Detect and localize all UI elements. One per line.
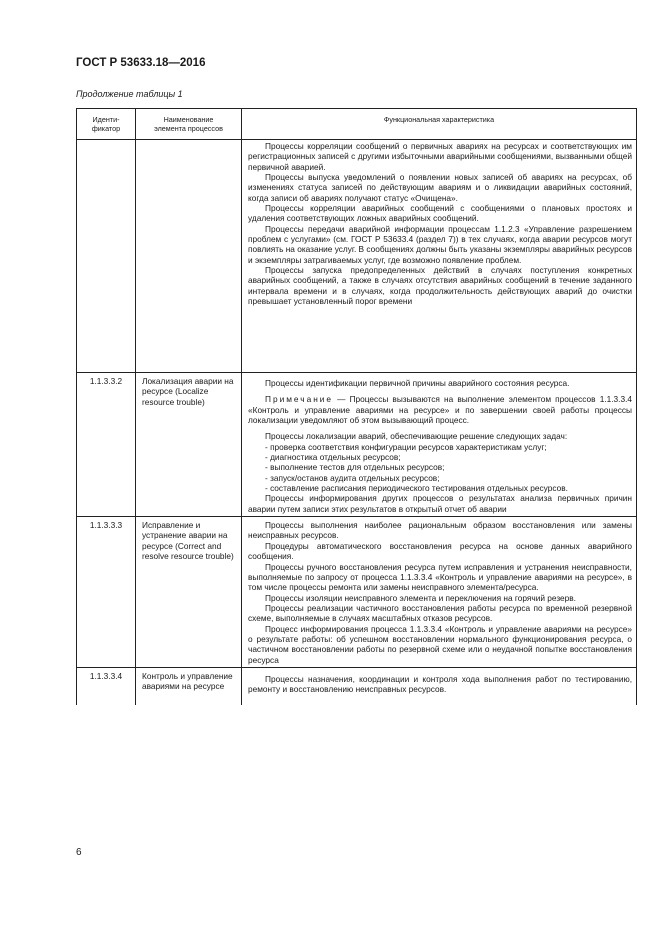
row-name: Локализация аварии на ресурсе (Localize resource trouble): [136, 373, 242, 517]
list-item: - выполнение тестов для отдельных ресурсов;: [265, 462, 445, 473]
row-description: [242, 373, 637, 517]
table-row: [77, 373, 637, 517]
table-row: [77, 667, 637, 704]
paragraph: Процессы запуска предопределенных действий в случаях поступления конкретных аварийных сообщений, а также в случаях отсутствия аварийных сообщений в течение заданного интервала времени и в случаях, когда продолжительность действующих аварий до очистки превышает установленный порог времени: [248, 265, 632, 307]
table-row: [77, 140, 637, 373]
note-paragraph: [248, 394, 632, 425]
list-item: - проверка соответствия конфигурации ресурсов характеристикам услуг;: [265, 441, 547, 452]
paragraph: Процессы корреляции аварийных сообщений с сообщениями о плановых простоях и удаления соответствующих ложных аварийных сообщений.: [248, 203, 632, 224]
row-description: [242, 667, 637, 704]
list-item: - диагностика отдельных ресурсов;: [265, 452, 401, 463]
paragraph: Процессы выполнения наиболее рациональным образом восстановления или замены неисправных ресурсов.: [248, 520, 632, 541]
header-name: Наименование элемента процессов: [136, 109, 242, 140]
paragraph: Процессы локализации аварий, обеспечивающие решение следующих задач:: [265, 431, 568, 442]
paragraph: Процессы передачи аварийной информации процессам 1.1.2.3 «Управление разрешением проблем с услугами» (см. ГОСТ Р 53633.4 (раздел 7)) в тех случаях, когда аварии ресурсов могут повлиять на оказание услуг. В сообщениях должны быть указаны экземпляры аварийных ресурсов и экземпляры затрагиваемых услуг, где возможно появление проблем.: [248, 223, 632, 265]
paragraph: Процесс информирования процесса 1.1.3.3.4 «Контроль и управление авариями на ресурсе» о результате работы: об успешном восстановлении нормального функционирования ресурса, о частичном восстановлении работы по резервной схеме или о неудачной попытке восстановления ресурса: [248, 623, 632, 665]
row-description: [242, 517, 637, 668]
list-item: - составление расписания периодического тестирования отдельных ресурсов.: [265, 483, 568, 494]
header-description: Функциональная характеристика: [242, 109, 637, 140]
paragraph: Процедуры автоматического восстановления ресурса на основе данных аварийного сообщения.: [248, 540, 632, 562]
row-id: [77, 140, 136, 373]
paragraph: Процессы информирования других процессов о результатах анализа первичных причин аварии путем записи этих результатов в открытый отчет об аварии: [248, 493, 632, 514]
row-id: 1.1.3.3.3: [77, 517, 136, 668]
row-name: [136, 140, 242, 373]
paragraph: Процессы ручного восстановления ресурса путем исправления и устранения неисправности, выполняемые по запросу от процесса 1.1.3.3.4 «Контроль и управление авариями на ресурсе», в том числе процессы ремонта или замены неисправного элемента/ресурса.: [248, 561, 632, 593]
paragraph: Процессы изоляции неисправного элемента и переключения на горячий резерв.: [265, 592, 576, 603]
table-continuation-label: Продолжение таблицы 1: [76, 89, 183, 99]
paragraph: Процессы назначения, координации и контроля хода выполнения работ по тестированию, ремонту и восстановлению неисправных ресурсов.: [248, 673, 632, 695]
list-item: - запуск/останов аудита отдельных ресурсов;: [265, 472, 440, 483]
row-description: [242, 140, 637, 373]
page-number: 6: [76, 847, 82, 858]
note-text: — Процессы вызываются на выполнение элементом процессов 1.1.3.3.4 «Контроль и управление авариями на ресурсе» и по завершении своей работы процессы локализации уведомляют об этом вызывающий процесс.: [248, 394, 632, 426]
row-id: 1.1.3.3.4: [77, 667, 136, 704]
header-id: Иденти- фикатор: [77, 109, 136, 140]
table-row: [77, 517, 637, 668]
table-header-row: [77, 109, 637, 140]
paragraph: Процессы идентификации первичной причины аварийного состояния ресурса.: [265, 378, 570, 388]
document-code: ГОСТ Р 53633.18—2016: [76, 57, 206, 69]
row-name: Исправление и устранение аварии на ресурсе (Correct and resolve resource trouble): [136, 517, 242, 668]
row-id: 1.1.3.3.2: [77, 373, 136, 517]
paragraph: Процессы реализации частичного восстановления работы ресурса по временной резервной схеме, выполняемые в случаях масштабных отказов ресурсов.: [248, 602, 632, 624]
paragraph: Процессы корреляции сообщений о первичных авариях на ресурсах и соответствующих им регистрационных записей с другими избыточными аварийными сообщениями, вызванными общей первичной аварией.: [248, 141, 632, 172]
row-name: Контроль и управление авариями на ресурсе: [136, 667, 242, 704]
process-table: [76, 108, 637, 705]
note-label: Примечание: [265, 394, 334, 405]
paragraph: Процессы выпуска уведомлений о появлении новых записей об авариях на ресурсах, об изменениях статуса записей по действующим авариям и о ликвидации аварийных состояний, когда записи об авариях получают статус «Очищена».: [248, 172, 632, 203]
